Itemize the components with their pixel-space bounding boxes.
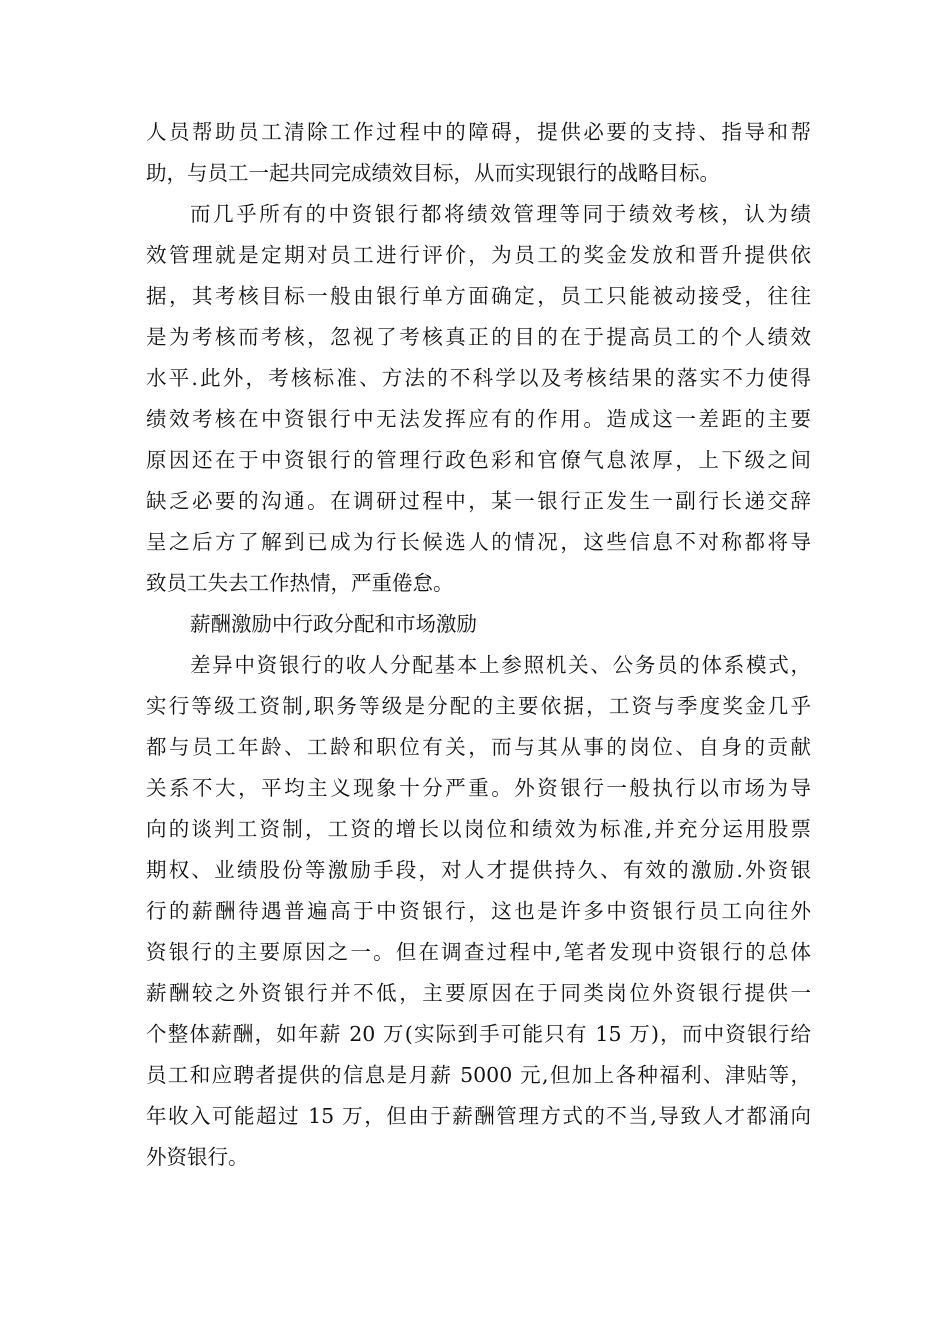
document-body	[146, 112, 811, 1178]
text-line: 助，与员工一起共同完成绩效目标，从而实现银行的战略目标。	[146, 161, 720, 185]
text-line: 向的谈判工资制，工资的增长以岗位和绩效为标准,并充分运用股票	[146, 817, 811, 841]
text-line: 薪酬较之外资银行并不低，主要原因在于同类岗位外资银行提供一	[146, 981, 811, 1005]
text-line: 而几乎所有的中资银行都将绩效管理等同于绩效考核，认为绩	[190, 202, 811, 226]
text-line: 水平.此外，考核标准、方法的不科学以及考核结果的落实不力使得	[146, 366, 811, 390]
text-line: 关系不大，平均主义现象十分严重。外资银行一般执行以市场为导	[146, 776, 811, 800]
section-heading-text: 薪酬激励中行政分配和市场激励	[190, 612, 477, 636]
text-line: 外资银行。	[146, 1145, 249, 1169]
text-line: 缺乏必要的沟通。在调研过程中，某一银行正发生一副行长递交辞	[146, 489, 811, 513]
text-line: 绩效考核在中资银行中无法发挥应有的作用。造成这一差距的主要	[146, 407, 811, 431]
text-line: 呈之后方了解到已成为行长候选人的情况，这些信息不对称都将导	[146, 530, 811, 554]
text-line: 资银行的主要原因之一。但在调查过程中,笔者发现中资银行的总体	[146, 940, 811, 964]
paragraph-3	[146, 645, 811, 1178]
text-line: 实行等级工资制,职务等级是分配的主要依据，工资与季度奖金几乎	[146, 694, 811, 718]
text-line: 行的薪酬待遇普遍高于中资银行，这也是许多中资银行员工向往外	[146, 899, 811, 923]
text-line: 都与员工年龄、工龄和职位有关，而与其从事的岗位、自身的贡献	[146, 735, 811, 759]
text-line: 是为考核而考核，忽视了考核真正的目的在于提高员工的个人绩效	[146, 325, 811, 349]
text-line: 效管理就是定期对员工进行评价，为员工的奖金发放和晋升提供依	[146, 243, 811, 267]
text-line: 年收入可能超过 15 万，但由于薪酬管理方式的不当,导致人才都涌向	[146, 1104, 811, 1128]
section-heading	[146, 604, 811, 645]
text-line: 员工和应聘者提供的信息是月薪 5000 元,但加上各种福利、津贴等，	[146, 1063, 811, 1087]
text-line: 致员工失去工作热情，严重倦怠。	[146, 571, 454, 595]
text-line: 期权、业绩股份等激励手段，对人才提供持久、有效的激励.外资银	[146, 858, 811, 882]
paragraph-1	[146, 112, 811, 194]
text-line: 据，其考核目标一般由银行单方面确定，员工只能被动接受，往往	[146, 284, 811, 308]
paragraph-2	[146, 194, 811, 604]
text-line: 个整体薪酬，如年薪 20 万(实际到手可能只有 15 万)，而中资银行给	[146, 1022, 811, 1046]
text-line: 人员帮助员工清除工作过程中的障碍，提供必要的支持、指导和帮	[146, 120, 811, 144]
text-line: 原因还在于中资银行的管理行政色彩和官僚气息浓厚，上下级之间	[146, 448, 811, 472]
text-line: 差异中资银行的收人分配基本上参照机关、公务员的体系模式，	[190, 653, 811, 677]
